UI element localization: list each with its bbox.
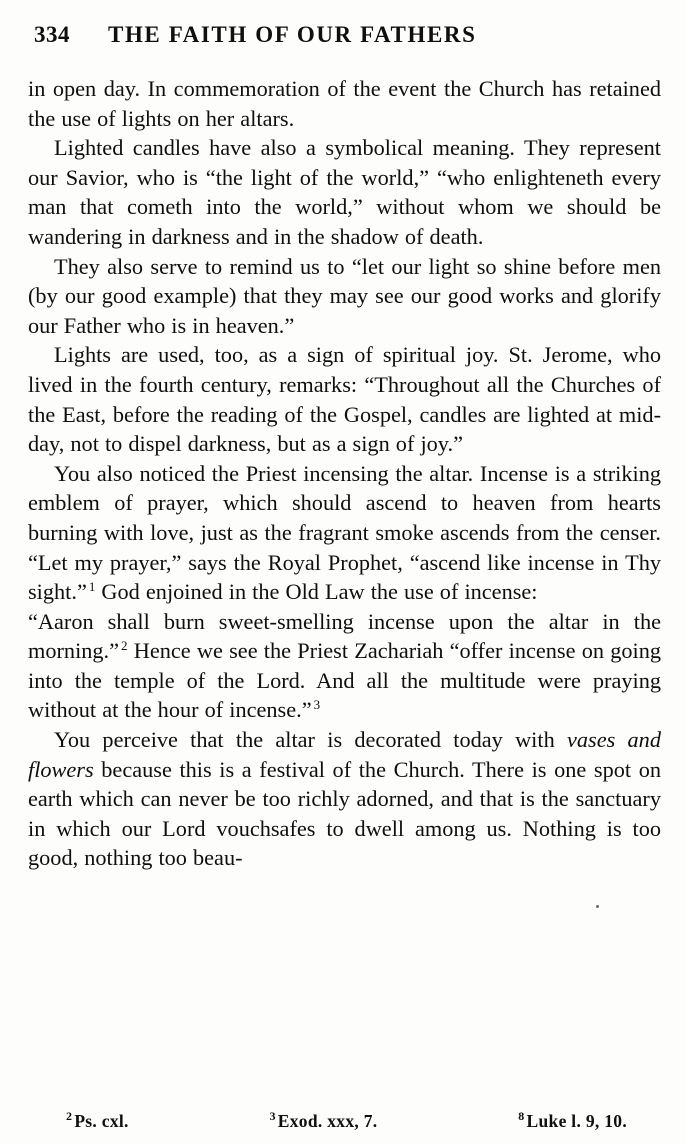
- footnote-3-text: Luke l. 9, 10.: [526, 1111, 627, 1131]
- paragraph-5-text-cont: God enjoined in the Old Law the use of incense:: [101, 579, 538, 605]
- paragraph-4-text: Lights are used, too, as a sign of spiritual joy. St. Jerome, who lived in the fourth century, remarks: “Throughout all the Churches of the East, before the reading of the Gospel, candles are lighted at mid-day, not to dispel darkness, but as a sign of joy.”: [28, 342, 661, 457]
- footnote-ref-2: 2: [121, 637, 128, 653]
- footnote-area: [0, 1111, 685, 1132]
- footnote-3-marker: 8: [518, 1109, 525, 1124]
- footnote-1-text: Ps. cxl.: [74, 1111, 129, 1131]
- paragraph-6: [28, 725, 661, 873]
- footnote-2-text: Exod. xxx, 7.: [277, 1111, 378, 1131]
- paragraph-4: [28, 340, 661, 458]
- footnote-ref-1: 1: [88, 578, 96, 594]
- paragraph-6-text-after: because this is a festival of the Church. There is one spot on earth which can never be too richly adorned, and that is the sanctuary in which our Lord vouchsafes to dwell among us. Nothing is too good, nothing too beau-: [28, 756, 661, 871]
- paragraph-5-quote-text: “Aaron shall burn sweet-smelling incense upon the altar in the morning.”: [28, 608, 661, 664]
- paragraph-1: [28, 74, 661, 133]
- paragraph-1-text: in open day. In commemoration of the event the Church has retained the use of lights on her altars.: [28, 76, 661, 131]
- paragraph-5: [28, 459, 661, 607]
- footnote-3: [518, 1111, 627, 1132]
- paragraph-3: [28, 252, 661, 341]
- paragraph-6-italic-phrase: vases and flowers: [28, 727, 661, 782]
- paragraph-5-text: You also noticed the Priest incensing the altar. Incense is a striking emblem of prayer, which should ascend to heaven from hearts burning with love, just as the fragrant smoke ascends from the censer. “Let my prayer,” says the Royal Prophet, “ascend like incense in Thy sight.”: [28, 460, 661, 605]
- footnote-1: [66, 1111, 129, 1132]
- page-header: [0, 0, 685, 48]
- footnote-1-marker: 2: [66, 1109, 73, 1124]
- footnote-ref-3: 3: [313, 697, 321, 713]
- paragraph-5-quote: [28, 607, 661, 725]
- paragraph-3-text: They also serve to remind us to “let our light so shine before men (by our good example) that they may see our good works and glorify our Father who is in heaven.”: [28, 253, 661, 338]
- footnote-2-marker: 3: [269, 1109, 276, 1124]
- paragraph-2: [28, 133, 661, 251]
- running-head: THE FAITH OF OUR FATHERS: [108, 22, 477, 47]
- page-number: 334: [34, 22, 70, 47]
- paragraph-5-quote-text-after: Hence we see the Priest Zachariah “offer incense on going into the temple of the Lord. And all the multitude were praying without at the hour of incense.”: [28, 638, 661, 723]
- paragraph-2-text: Lighted candles have also a symbolical meaning. They represent our Savior, who is “the light of the world,” “who enlighteneth every man that cometh into the world,” without whom we should be wandering in darkness and in the shadow of death.: [28, 135, 661, 249]
- footnote-2: [269, 1111, 377, 1132]
- page-body: [0, 48, 685, 873]
- page-speck: [596, 905, 599, 908]
- paragraph-6-text-before: You perceive that the altar is decorated today with: [54, 727, 567, 753]
